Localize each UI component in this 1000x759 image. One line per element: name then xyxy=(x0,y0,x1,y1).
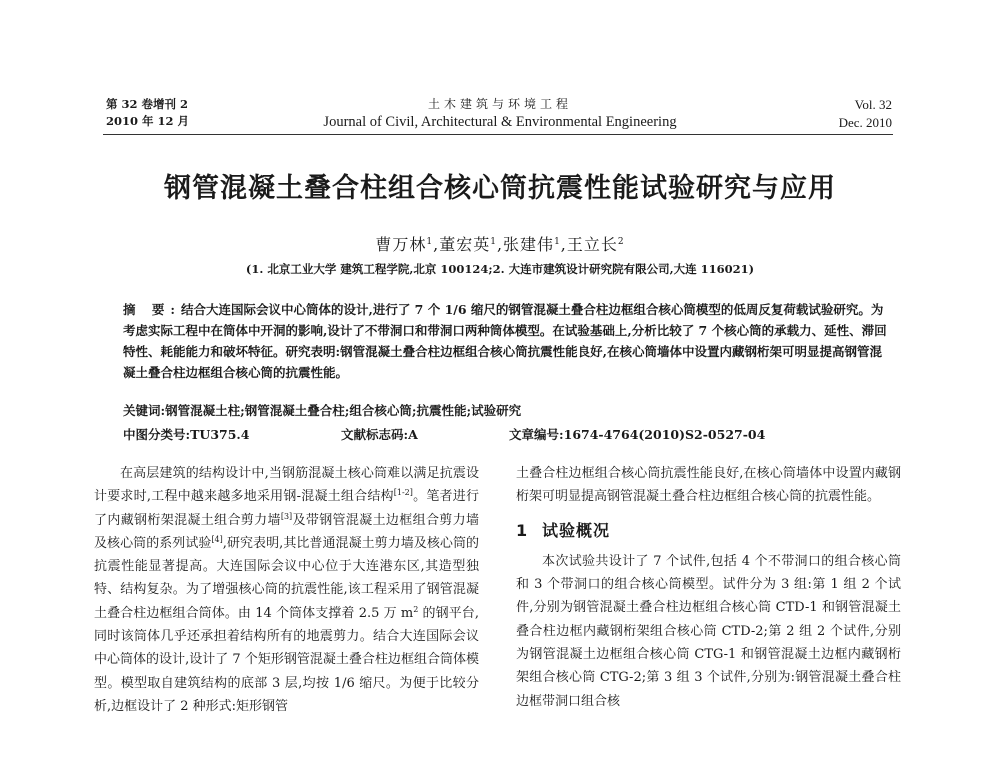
citation: [1-2] xyxy=(393,488,413,498)
doc-code-value: A xyxy=(408,427,418,442)
body-paragraph: 在高层建筑的结构设计中,当钢筋混凝土核心筒难以满足抗震设计要求时,工程中越来越多地采用钢-混凝土组合结构[1-2]。笔者进行了内藏钢桁架混凝土组合剪力墙[3]及带钢管混凝土边框组合剪力墙及核心筒的系列试验[4],研究表明,其比普通混凝土剪力墙及核心筒的抗震性能显著提高。大连国际会议中心位于大连港东区,其造型独特、结构复杂。为了增强核心筒的抗震性能,该工程采用了钢管混凝土叠合柱边框组合筒体。由 14 个筒体支撑着 2.5 万 $m^2$ 的钢平台,同时该筒体几乎还承担着结构所有的地震剪力。结合大连国际会议中心筒体的设计,设计了 7 个矩形钢管混凝土叠合柱边框组合筒体模型。模型取自建筑结构的底部 3 层,均按 1/6 缩尺。为便于比较分析,边框设计了 2 种形式:矩形钢管 xyxy=(94,466,479,714)
section-title: 试验概况 xyxy=(542,520,611,540)
keywords-text: 钢管混凝土柱;钢管混凝土叠合柱;组合核心筒;抗震性能;试验研究 xyxy=(165,403,522,418)
author-affiliation-mark: 2 xyxy=(617,237,625,247)
author-affiliation-mark: 1 xyxy=(426,237,434,247)
doc-code-label: 文献标志码: xyxy=(341,427,409,442)
clc-label: 中图分类号: xyxy=(123,427,191,442)
article-number-field xyxy=(509,425,765,443)
volume-issue: 第 32 卷增刊 2 xyxy=(106,97,189,111)
section-number: 1 xyxy=(516,520,529,540)
section-heading xyxy=(516,519,901,542)
author-separator: , xyxy=(560,235,567,254)
abstract-text: 结合大连国际会议中心筒体的设计,进行了 7 个 1/6 缩尺的钢管混凝土叠合柱边框组合核心筒模型的低周反复荷载试验研究。为考虑实际工程中在筒体中开洞的影响,设计了不带洞口和带洞口两种筒体模型。在试验基础上,分析比较了 7 个核心筒的承载力、延性、滞回特性、耗能能力和破坏特征。研究表明:钢管混凝土叠合柱边框组合核心筒抗震性能良好,在核心筒墙体中设置内藏钢桁架可明显提高钢管混凝土叠合柱边框组合核心筒的抗震性能。 xyxy=(123,302,887,380)
author-affiliation-mark: 1 xyxy=(554,237,561,247)
affiliation: (1. 北京工业大学 建筑工程学院,北京 100124;2. 大连市建筑设计研究院有限公司,大连 116021) xyxy=(245,262,755,276)
abstract xyxy=(123,299,891,383)
paper-title: 钢管混凝土叠合柱组合核心筒抗震性能试验研究与应用 xyxy=(164,173,836,204)
author-name: 曹万林 xyxy=(375,235,427,254)
clc-field xyxy=(123,425,341,443)
body-paragraph: 土叠合柱边框组合核心筒抗震性能良好,在核心筒墙体中设置内藏钢桁架可明显提高钢管混凝土叠合柱边框组合核心筒的抗震性能。 xyxy=(516,466,901,505)
author-name: 王立长 xyxy=(566,235,618,254)
journal-name xyxy=(300,96,700,131)
issue-info xyxy=(106,96,189,130)
author-name: 张建伟 xyxy=(503,235,555,254)
clc-value: TU375.4 xyxy=(190,427,250,442)
body-paragraph: 本次试验共设计了 7 个试件,包括 4 个不带洞口的组合核心筒和 3 个带洞口的组合核心筒模型。试件分为 3 组:第 1 组 2 个试件,分别为钢管混凝土叠合柱边框组合核心筒 CTD-1 和钢管混凝土叠合柱边框内藏钢桁架组合核心筒 CTD-2;第 2 组 2 个试件,分别为钢管混凝土边框组合核心筒 CTG-1 和钢管混凝土边框内藏钢桁架组合核心筒 CTG-2;第 3 组 3 个试件,分别为:钢管混凝土叠合柱边框带洞口组合核 xyxy=(516,553,901,709)
abstract-label: 摘 要: xyxy=(123,302,181,317)
volume-number: Vol. 32 xyxy=(854,97,892,112)
author-list xyxy=(0,232,1000,255)
body-column-left xyxy=(94,462,479,718)
doc-code-field xyxy=(341,425,509,443)
article-number-label: 文章编号: xyxy=(509,427,564,442)
keywords xyxy=(123,401,521,419)
journal-name-en: Journal of Civil, Architectural & Environmental Engineering xyxy=(323,114,677,130)
author-separator: , xyxy=(496,235,504,254)
author-affiliation-mark: 1 xyxy=(490,237,497,247)
author-name: 董宏英 xyxy=(439,235,491,254)
header-rule xyxy=(103,134,893,135)
issue-date: 2010 年 12 月 xyxy=(106,114,190,128)
citation: [3] xyxy=(280,511,293,521)
keywords-label: 关键词: xyxy=(123,403,166,418)
volume-info xyxy=(830,96,892,132)
classification-info xyxy=(123,425,891,443)
journal-name-zh: 土木建筑与环境工程 xyxy=(427,97,572,111)
citation: [4] xyxy=(211,534,223,544)
author-separator: , xyxy=(433,235,440,254)
article-number-value: 1674-4764(2010)S2-0527-04 xyxy=(563,427,766,442)
body-column-right xyxy=(516,462,901,713)
volume-date: Dec. 2010 xyxy=(838,115,892,130)
superscript: 2 xyxy=(413,604,419,614)
